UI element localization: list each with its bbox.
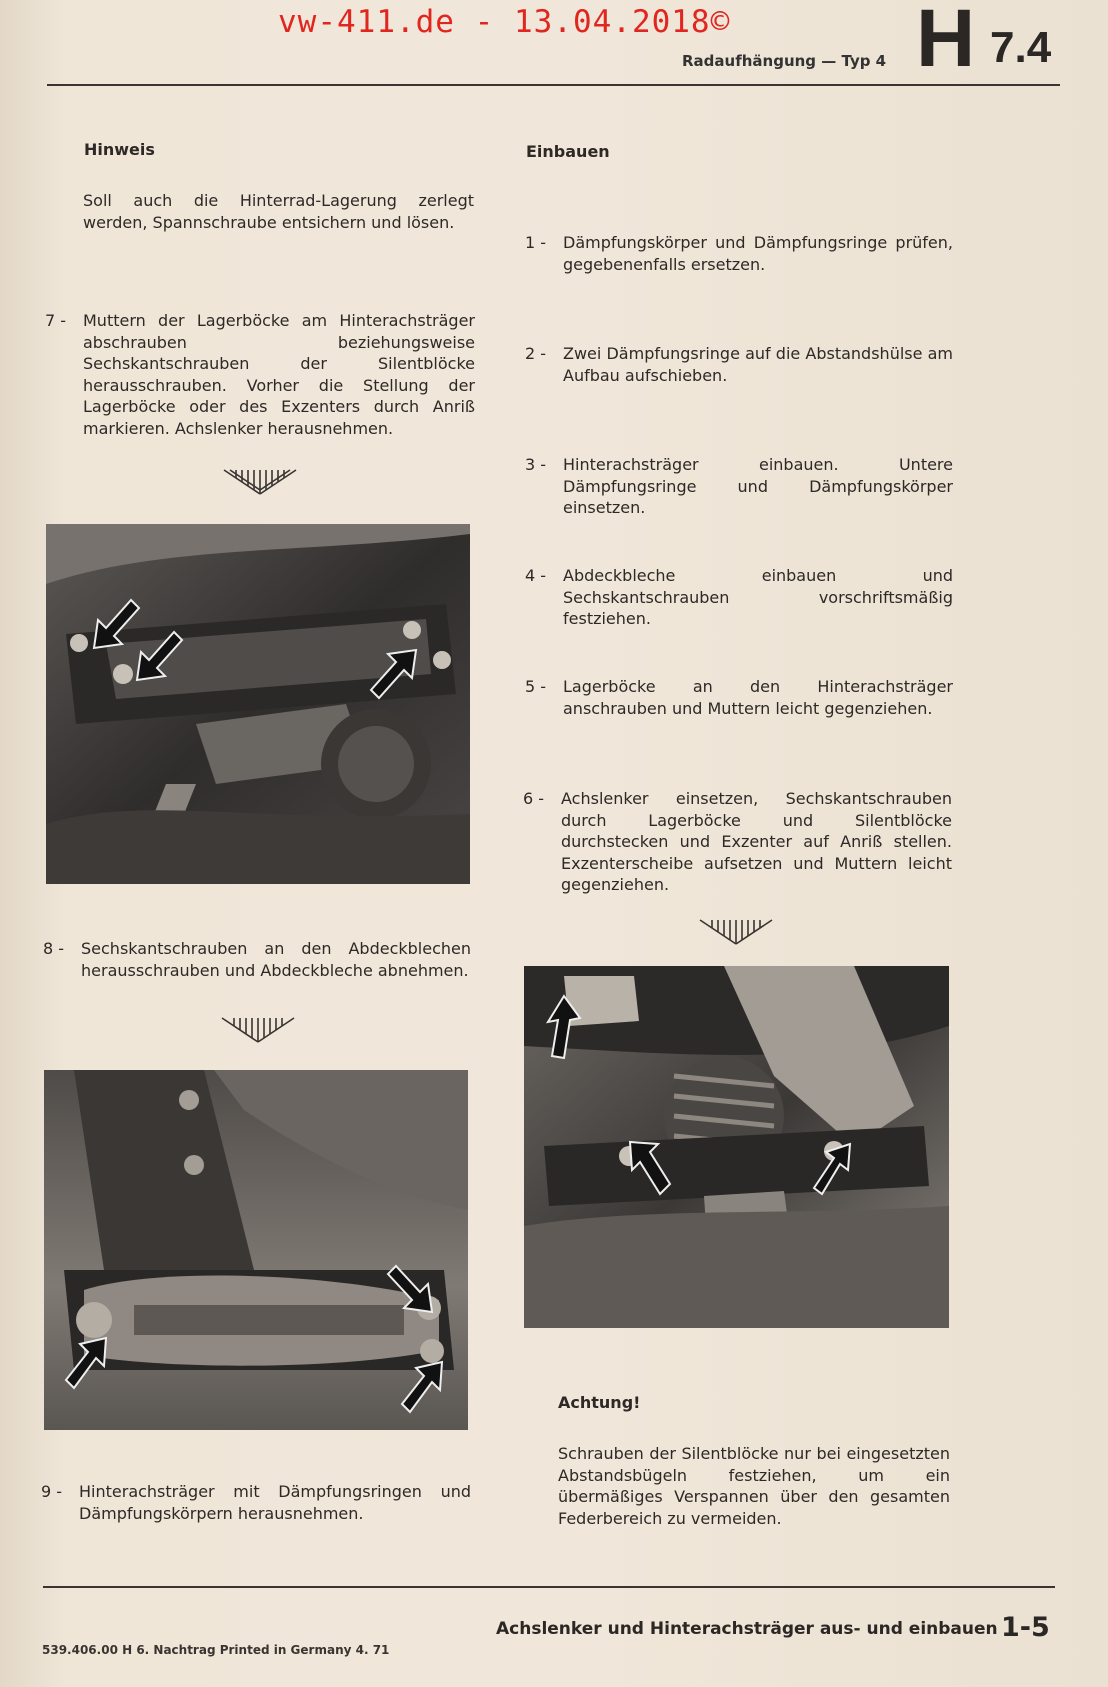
warning-heading: Achtung! — [558, 1393, 641, 1412]
step-text: Dämpfungskörper und Dämpfungsringe prüfen, gegebenenfalls ersetzen. — [563, 233, 953, 274]
step-text: Lagerböcke an den Hinterachsträger anschrauben und Muttern leicht gegenziehen. — [563, 677, 953, 718]
step-number: 4 - — [525, 566, 547, 585]
step-text: Abdeckbleche einbauen und Sechskantschrauben vorschriftsmäßig festziehen. — [563, 566, 953, 628]
footer-rule — [43, 1586, 1055, 1588]
note-heading: Hinweis — [84, 140, 155, 159]
step-text: Achslenker einsetzen, Sechskantschrauben durch Lagerböcke und Silentblöcke durchstecken und Exzenter auf Anriß stellen. Exzenterscheibe aufsetzen und Muttern leicht gegenziehen. — [561, 789, 952, 894]
footer-title: Achslenker und Hinterachsträger aus- und einbauen — [496, 1619, 998, 1639]
warning-text: Schrauben der Silentblöcke nur bei eingesetzten Abstandsbügeln festziehen, um ein übermäßiges Verspannen über den gesamten Federbereich zu vermeiden. — [558, 1444, 950, 1528]
section-title: Radaufhängung — Typ 4 — [682, 52, 887, 70]
photo-rear-axle-installed — [524, 966, 949, 1328]
step-number: 5 - — [525, 677, 547, 696]
photo-bearing-brackets — [46, 524, 470, 884]
install-heading: Einbauen — [526, 142, 610, 161]
step-text: Zwei Dämpfungsringe auf die Abstandshülse am Aufbau aufschieben. — [563, 344, 953, 385]
step-number: 1 - — [525, 233, 547, 252]
photo-marker-arrow-icon — [220, 468, 300, 496]
watermark-text: vw-411.de - 13.04.2018© — [278, 4, 731, 40]
header-rule — [47, 84, 1060, 86]
step-text: Muttern der Lagerböcke am Hinterachsträger abschrauben beziehungsweise Sechskantschrauben der Silentblöcke herausschrauben. Vorher die Stellung der Lagerböcke oder des Exzenters durch Anriß markieren. Achslenker herausnehmen. — [83, 311, 475, 438]
photo-marker-arrow-icon — [696, 918, 776, 946]
photo-marker-arrow-icon — [218, 1016, 298, 1044]
chapter-letter: H — [916, 0, 976, 84]
print-info: 539.406.00 H 6. Nachtrag Printed in Germany 4. 71 — [42, 1643, 390, 1657]
step-number: 3 - — [525, 455, 547, 474]
chapter-number: 7.4 — [990, 23, 1052, 72]
step-number: 6 - — [523, 789, 545, 808]
page-number: 1-5 — [1001, 1612, 1050, 1643]
step-number: 7 - — [45, 311, 67, 330]
step-number: 2 - — [525, 344, 547, 363]
photo-cover-plates — [44, 1070, 468, 1430]
step-text: Sechskantschrauben an den Abdeckblechen herausschrauben und Abdeckbleche abnehmen. — [81, 939, 471, 980]
step-number: 8 - — [43, 939, 65, 958]
step-text: Hinterachsträger mit Dämpfungsringen und Dämpfungskörpern herausnehmen. — [79, 1482, 471, 1523]
note-text: Soll auch die Hinterrad-Lagerung zerlegt werden, Spannschraube entsichern und lösen. — [83, 191, 474, 232]
step-text: Hinterachsträger einbauen. Untere Dämpfungsringe und Dämpfungskörper einsetzen. — [563, 455, 953, 517]
step-number: 9 - — [41, 1482, 63, 1501]
